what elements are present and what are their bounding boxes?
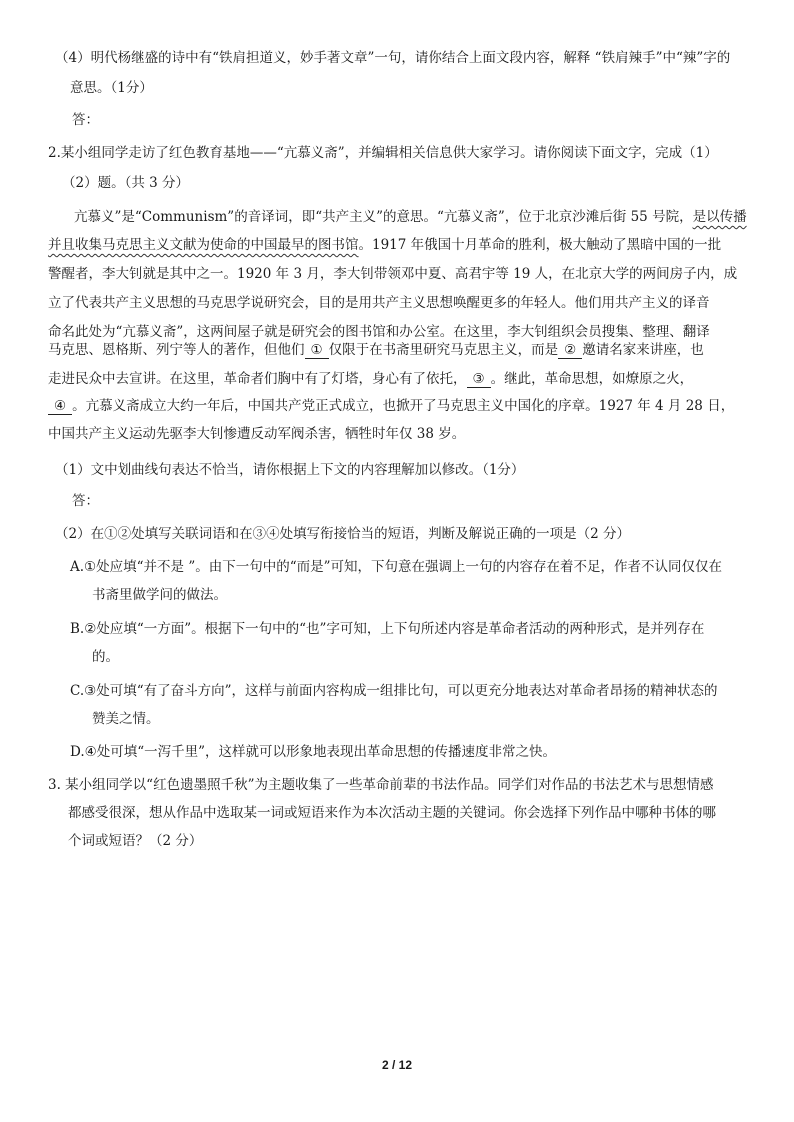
passage-text: 邀请名家来讲座，也 [582, 342, 704, 358]
passage-text: 马克思、恩格斯、列宁等人的著作，但他们 [48, 342, 305, 358]
option-c-line2: 赞美之情。 [92, 711, 160, 727]
q1-4-answer: 答： [72, 112, 99, 128]
q1-4-line2: 意思。（1分） [70, 80, 153, 96]
passage-line3: 警醒者，李大钊就是其中之一。1920 年 3 月，李大钊带领邓中夏、高君宇等 19 人，在北京大学的两间房子内，成 [48, 266, 738, 282]
q1-4-line1: （4）明代杨继盛的诗中有“铁肩担道义，妙手著文章”一句，请你结合上面文段内容，解释 “铁肩辣手”中“辣”字的 [55, 50, 731, 66]
blank-4[interactable]: ④ [48, 398, 72, 415]
passage-line8 [48, 397, 734, 415]
passage-text: 。继此，革命思想，如燎原之火， [490, 371, 694, 387]
passage-line9: 中国共产主义运动先驱李大钊惨遭反动军阀杀害，牺牲时年仅 38 岁。 [48, 426, 466, 442]
passage-line7 [48, 370, 693, 388]
q2-stem-line1: 2.某小组同学走访了红色教育基地——“亢慕义斋”，并编辑相关信息供大家学习。请你阅读下面文字，完成（1） [48, 145, 718, 161]
passage-text: 走进民众中去宣讲。在这里，革命者们胸中有了灯塔，身心有了依托， [48, 371, 467, 387]
option-b-line1[interactable]: B.②处应填“一方面”。根据下一句中的“也”字可知，上下句所述内容是革命者活动的两种形式，是并列存在 [70, 621, 705, 637]
blank-2[interactable]: ② [558, 342, 582, 359]
wavy-underlined-sentence: 是以传播 [692, 209, 747, 225]
passage-line1 [74, 208, 747, 226]
option-a-line2: 书斋里做学问的做法。 [92, 587, 227, 603]
q2-stem-line2: （2）题。（共 3 分） [62, 175, 190, 191]
q2-sub1-text: （1）文中划曲线句表达不恰当，请你根据上下文的内容理解加以修改。（1分） [55, 462, 525, 478]
option-b-line2: 的。 [92, 649, 119, 665]
blank-3[interactable]: ③ [467, 371, 491, 388]
passage-text: 仅限于在书斋里研究马克思主义，而是 [328, 342, 559, 358]
q3-line3: 个词或短语？（2 分） [68, 833, 203, 849]
q3-line1: 3. 某小组同学以“红色遗墨照千秋”为主题收集了一些革命前辈的书法作品。同学们对作品的书法艺术与思想情感 [48, 777, 714, 793]
option-a-line1[interactable]: A.①处应填“并不是 ”。由下一句中的“而是”可知，下句意在强调上一句的内容存在着不足，作者不认同仅仅在 [70, 559, 723, 575]
option-d-line1[interactable]: D.④处可填“一泻千里”，这样就可以形象地表现出革命思想的传播速度非常之快。 [70, 744, 557, 760]
q2-sub1-answer: 答： [72, 493, 99, 509]
blank-1[interactable]: ① [305, 342, 329, 359]
option-c-line1[interactable]: C.③处可填“有了奋斗方向”，这样与前面内容构成一组排比句，可以更充分地表达对革命者昂扬的精神状态的 [70, 683, 718, 699]
passage-line6 [48, 341, 704, 359]
passage-text: 。亢慕义斋成立大约一年后，中国共产党正式成立，也掀开了马克思主义中国化的序章。1927 年 4 月 28 日， [72, 398, 735, 414]
passage-text: 。1917 年俄国十月革命的胜利，极大触动了黑暗中国的一批 [358, 237, 722, 253]
q2-sub2-text: （2）在①②处填写关联词语和在③④处填写衔接恰当的短语，判断及解说正确的一项是（2 分） [55, 526, 630, 542]
passage-text: 亢慕义”是“Communism”的音译词，即“共产主义”的意思。“亢慕义斋”，位于北京沙滩后街 55 号院， [74, 209, 693, 225]
page-number: 2 / 12 [381, 1058, 413, 1072]
passage-line2 [48, 236, 721, 254]
passage-line4: 立了代表共产主义思想的马克思学说研究会，目的是用共产主义思想唤醒更多的年轻人。他们用共产主义的译音 [48, 295, 710, 311]
q3-line2: 都感受很深，想从作品中选取某一词或短语来作为本次活动主题的关键词。你会选择下列作品中哪种书体的哪 [68, 805, 716, 821]
wavy-underlined-sentence: 并且收集马克思主义文献为使命的中国最早的图书馆 [48, 237, 359, 253]
passage-line5: 命名此处为“亢慕义斋”，这两间屋子就是研究会的图书馆和办公室。在这里，李大钊组织会员搜集、整理、翻译 [48, 324, 710, 340]
